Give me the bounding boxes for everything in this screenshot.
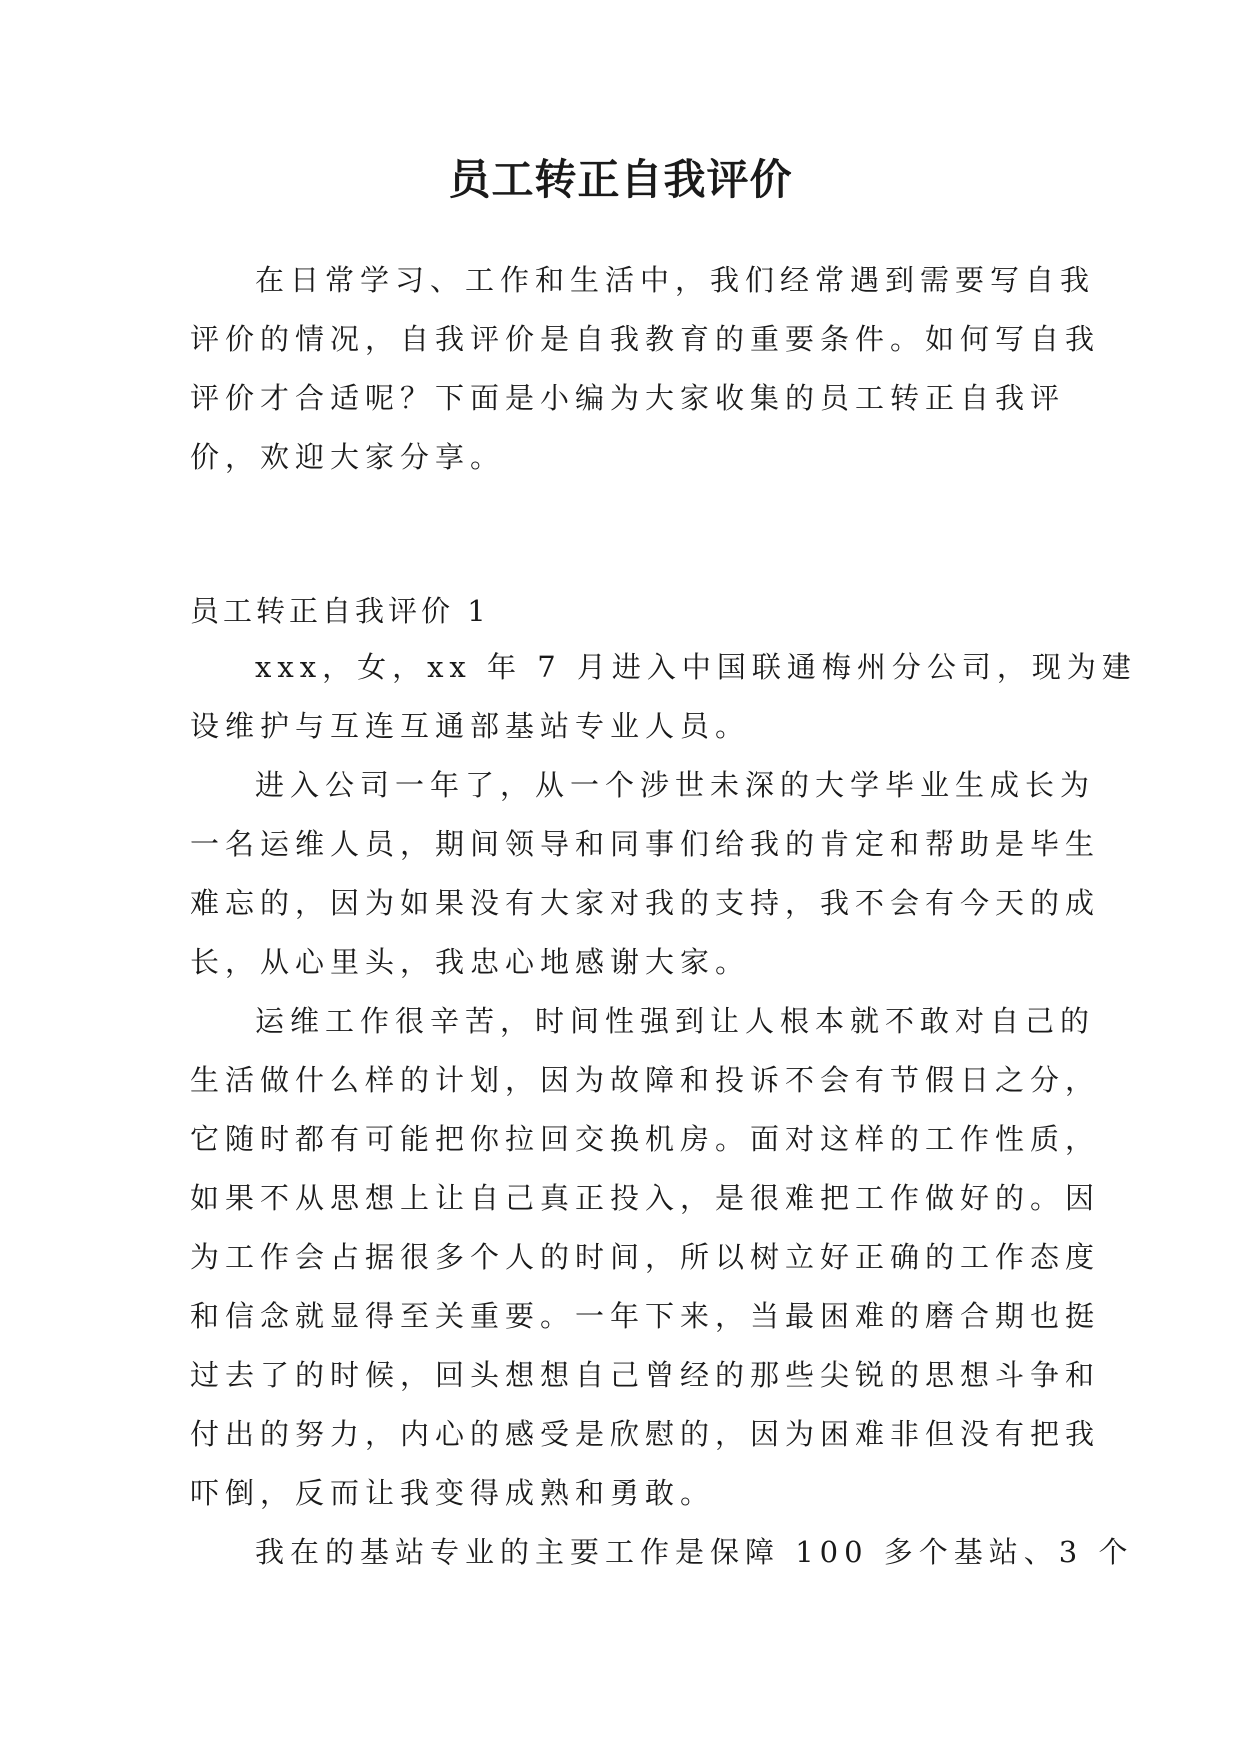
body-paragraph-2 <box>190 756 1101 992</box>
section-heading: 员工转正自我评价 1 <box>190 594 490 628</box>
body-paragraph-1 <box>190 638 1137 756</box>
intro-line: 评价才合适呢？下面是小编为大家收集的员工转正自我评 <box>190 381 1066 415</box>
intro-line: 评价的情况，自我评价是自我教育的重要条件。如何写自我 <box>190 322 1101 356</box>
paragraph-line: 付出的努力，内心的感受是欣慰的，因为困难非但没有把我 <box>190 1417 1101 1451</box>
paragraph-line: 一名运维人员，期间领导和同事们给我的肯定和帮助是毕生 <box>190 827 1101 861</box>
paragraph-line: 难忘的，因为如果没有大家对我的支持，我不会有今天的成 <box>190 886 1101 920</box>
paragraph-line: 如果不从思想上让自己真正投入，是很难把工作做好的。因 <box>190 1181 1101 1215</box>
paragraph-line: xxx，女，xx 年 7 月进入中国联通梅州分公司，现为建 <box>255 650 1137 684</box>
paragraph-line: 过去了的时候，回头想想自己曾经的那些尖锐的思想斗争和 <box>190 1358 1101 1392</box>
paragraph-line: 进入公司一年了，从一个涉世未深的大学毕业生成长为 <box>255 768 1096 802</box>
intro-line: 价，欢迎大家分享。 <box>190 440 506 474</box>
body-paragraph-3 <box>190 992 1101 1523</box>
paragraph-line: 生活做什么样的计划，因为故障和投诉不会有节假日之分， <box>190 1063 1101 1097</box>
paragraph-line: 它随时都有可能把你拉回交换机房。面对这样的工作性质， <box>190 1122 1101 1156</box>
paragraph-line: 运维工作很辛苦，时间性强到让人根本就不敢对自己的 <box>255 1004 1096 1038</box>
intro-line: 在日常学习、工作和生活中，我们经常遇到需要写自我 <box>255 263 1096 297</box>
paragraph-line: 和信念就显得至关重要。一年下来，当最困难的磨合期也挺 <box>190 1299 1101 1333</box>
paragraph-line: 设维护与互连互通部基站专业人员。 <box>190 709 751 743</box>
document-title: 员工转正自我评价 <box>448 155 793 204</box>
paragraph-line: 为工作会占据很多个人的时间，所以树立好正确的工作态度 <box>190 1240 1101 1274</box>
paragraph-line: 我在的基站专业的主要工作是保障 100 多个基站、3 个 <box>255 1535 1134 1569</box>
paragraph-line: 吓倒，反而让我变得成熟和勇敢。 <box>190 1476 716 1510</box>
intro-paragraph <box>190 251 1101 487</box>
body-paragraph-4 <box>190 1523 1134 1582</box>
paragraph-line: 长，从心里头，我忠心地感谢大家。 <box>190 945 751 979</box>
section-heading-block <box>190 583 1060 639</box>
